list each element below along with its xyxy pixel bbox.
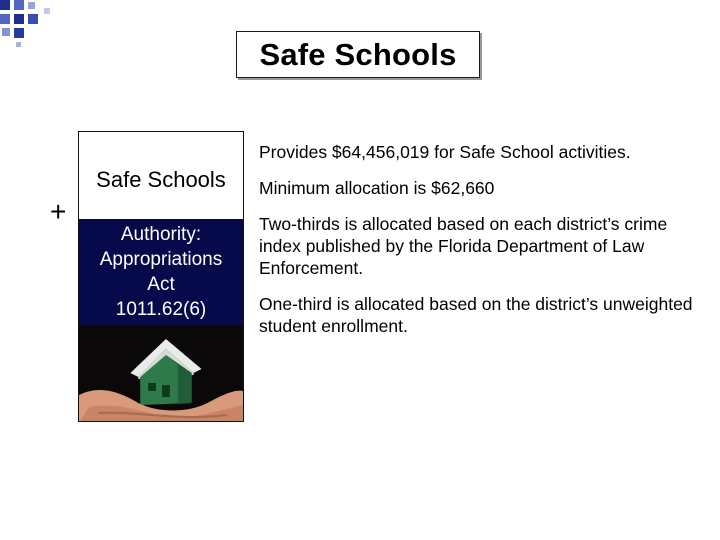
authority-panel [79, 219, 243, 325]
bullet-item-one-third: One-third is allocated based on the district’s unweighted student enrollment. [259, 294, 693, 336]
card-heading-area [79, 132, 243, 219]
bullet-item-minimum: Minimum allocation is $62,660 [259, 178, 495, 198]
info-card [78, 131, 244, 422]
slide-title: Safe Schools [259, 36, 457, 72]
house-in-hands-image [79, 325, 243, 422]
corner-decoration [0, 0, 80, 48]
authority-text: Authority: Appropriations Act 1011.62(6) [99, 224, 223, 320]
bullet-item-two-thirds: Two-thirds is allocated based on each district’s crime index published by the Florida Department of Law Enforcement. [259, 214, 668, 278]
bullet-list [259, 141, 704, 351]
plus-sign: + [50, 196, 67, 227]
card-heading: Safe Schools [96, 166, 226, 192]
bullet-item-funding: Provides $64,456,019 for Safe School activities. [259, 142, 631, 162]
slide-title-box [236, 31, 480, 78]
